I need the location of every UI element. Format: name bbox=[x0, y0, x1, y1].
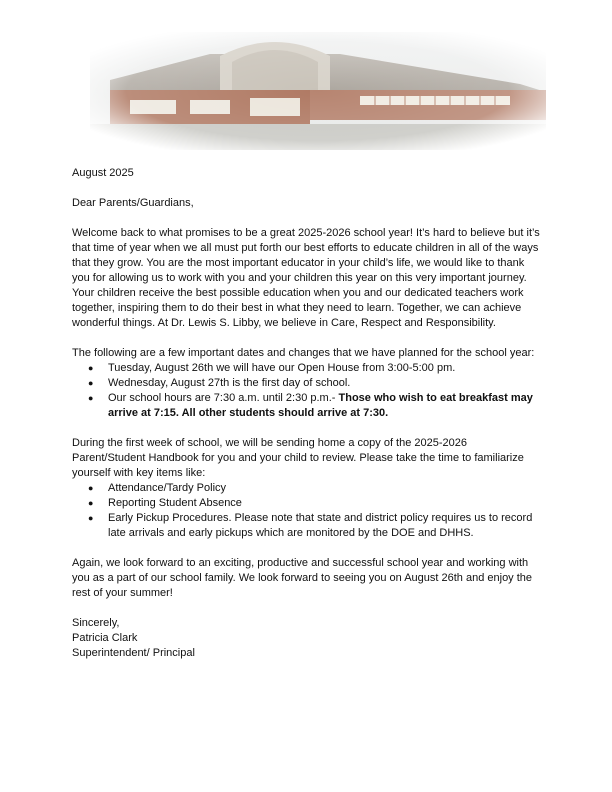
list-item: ● Reporting Student Absence bbox=[108, 496, 542, 511]
list-item: ● Tuesday, August 26th we will have our Open House from 3:00-5:00 pm. bbox=[108, 361, 542, 376]
school-hours-text: Our school hours are 7:30 a.m. until 2:30 p.m.- bbox=[108, 392, 339, 404]
dates-list bbox=[72, 361, 542, 421]
salutation: Dear Parents/Guardians, bbox=[72, 197, 194, 209]
letter-body bbox=[72, 166, 542, 661]
signer-title: Superintendent/ Principal bbox=[72, 647, 195, 659]
handbook-list bbox=[72, 481, 542, 541]
dates-intro: The following are a few important dates and changes that we have planned for the school year: bbox=[72, 347, 535, 359]
closing-paragraph: Again, we look forward to an exciting, productive and successful school year and working with you as a part of our school family. We look forward to seeing you on August 26th and enjoy the rest of your summer! bbox=[72, 557, 533, 599]
list-item bbox=[108, 391, 542, 421]
intro-paragraph: Welcome back to what promises to be a great 2025-2026 school year! It’s hard to believe but it’s that time of year when we all must put forth our best efforts to educate children in all of the ways that they grow. You are the most important educator in your child’s life, we would like to thank you for allowing us to work with you and your children this year on this very important journey. Your children receive the best possible education when you and our dedicated teachers work together, inspiring them to do their best in what they need to learn. Together, we can achieve wonderful things. At Dr. Lewis S. Libby, we believe in Care, Respect and Responsibility. bbox=[72, 227, 540, 329]
school-building-photo bbox=[90, 32, 546, 150]
list-item: ● Wednesday, August 27th is the first day of school. bbox=[108, 376, 542, 391]
list-item: ● Attendance/Tardy Policy bbox=[108, 481, 542, 496]
signoff: Sincerely, bbox=[72, 617, 120, 629]
breakfast-note: Those who wish to eat breakfast may arrive at 7:15. All other students should arrive at 7:30. bbox=[108, 392, 533, 419]
list-item: ● Early Pickup Procedures. Please note that state and district policy requires us to record late arrivals and early pickups which are monitored by the DOE and DHHS. bbox=[108, 511, 542, 541]
signer-name: Patricia Clark bbox=[72, 632, 138, 644]
handbook-paragraph: During the first week of school, we will be sending home a copy of the 2025-2026 Parent/Student Handbook for you and your child to review. Please take the time to familiarize yourself with key items like: bbox=[72, 437, 524, 479]
letter-date: August 2025 bbox=[72, 167, 134, 179]
